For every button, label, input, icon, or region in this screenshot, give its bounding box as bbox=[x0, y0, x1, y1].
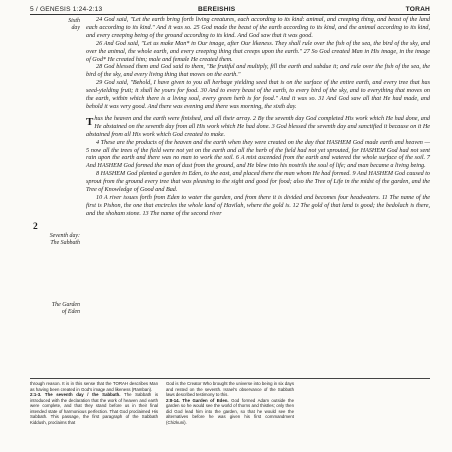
drop-cap: T bbox=[86, 115, 94, 128]
verse-paragraph: 28 God blessed them and God said to them, "Be fruitful and multiply, fill the earth and subdue it; and rule over the fish of the sea, the bird of the sky, and every living thing that moves on the earth." bbox=[86, 64, 430, 79]
verse-paragraph: 10 A river issues forth from Eden to water the garden, and from there it is divided and becomes four headwaters. 11 The name of the first is Pishon, the one that encircles the whole land of Havilah, where the gold is. 12 The gold of that land is good; the bedolach is there, and the shoham stone. 13 The name of the second river bbox=[86, 194, 430, 217]
chapter-number: 2 bbox=[33, 222, 38, 232]
header-rule bbox=[30, 14, 430, 15]
verse-paragraph: 29 God said, "Behold, I have given to you all herbage yielding seed that is on the surface of the entire earth, and every tree that has seed-yielding fruit; it shall be yours for food. 30 And to every beast of the earth, to every bird of the sky, and to everything that moves on the earth, within which there is a living soul, every green herb is for food." And it was so. 31 And God saw all that He had made, and behold it was very good. And there was evening and there was morning, the sixth day. bbox=[86, 80, 430, 110]
verse-paragraph: 26 And God said, "Let us make Man* in Our image, after Our likeness. They shall rule over the fish of the sea, the bird of the sky, and over the animal, the whole earth, and every creeping thing that creeps upon the earth." 27 So God created Man in His image, in the image of God* He created him; male and female He created them. bbox=[86, 40, 430, 63]
verse-paragraph: 24 God said, "Let the earth bring forth living creatures, each according to its kind: animal, and creeping thing, and beast of the land each according to its kind." And it was so. 25 God made the beast of the earth according to its kind, and the animal according to its kind, and every creeping being of the ground according to its kind. And God saw that it was good. bbox=[86, 17, 430, 39]
commentary-column-2: God is the Creator Who brought the universe into being in six days and rested on the seventh. Israel's observance of the Sabbath laws described testimony to this. 2:8-14. The Garden of Eden. God formed Adam outside the garden so he would see the world of thorns and thistles; only then did God lead him into the garden, so that he would see the alternatives before he was given his first commandment (Chizkuni). bbox=[166, 381, 294, 425]
commentary-rule bbox=[30, 378, 430, 379]
commentary-column-1: through reason. It is in this sense that the TORAH describes Man as having been created in God's image and likeness (Ramban). 2:1-3. The seventh day / the Sabbath. The Sabbath is introduced with the declaration that the work of heaven and earth were complete, and that they stand before us in their final intended state of harmonious perfection. That God proclaimed His Sabbath. This passage, the first paragraph of the Sabbath Kiddush, proclaims that bbox=[30, 381, 159, 425]
margin-note-sixth-day: Sixth day bbox=[68, 18, 80, 31]
margin-note-garden-of-eden: The Garden of Eden bbox=[51, 302, 80, 315]
header-torah: TORAH bbox=[405, 6, 430, 13]
scripture-text bbox=[86, 17, 430, 219]
verse-paragraph: 4 These are the products of the heaven and the earth when they were created on the day that HASHEM God made earth and heaven — 5 now all the trees of the field were not yet on the earth and all the herb of the field had not yet sprouted, for HASHEM God had not sent rain upon the earth and there was no man to work the soil. 6 A mist ascended from the earth and watered the whole surface of the soil. 7 And HASHEM God formed the man of dust from the ground, and He blew into his nostrils the soul of life; and man became a living being. bbox=[86, 139, 430, 170]
header-book-name: BEREISHIS bbox=[198, 6, 236, 13]
header-location: 5 / GENESIS 1:24-2:13 bbox=[30, 6, 103, 13]
margin-note-seventh-day: Seventh day: The Sabbath bbox=[49, 233, 80, 246]
verse-paragraph: 8 HASHEM God planted a garden in Eden, to the east, and placed there the man whom He had formed. 9 And HASHEM God caused to sprout from the ground every tree that was pleasing to the sight and good for food; also the Tree of Life in the midst of the garden, and the Tree of Knowledge of Good and Bad. bbox=[86, 171, 430, 194]
chapter-two-opening: Thus the heaven and the earth were finished, and all their array. 2 By the seventh day God completed His work which He had done, and He abstained on the seventh day from all His work which He had done. 3 God blessed the seventh day and sanctified it because on it He abstained from all His work which God created to make. bbox=[86, 115, 430, 138]
running-header bbox=[30, 4, 430, 17]
